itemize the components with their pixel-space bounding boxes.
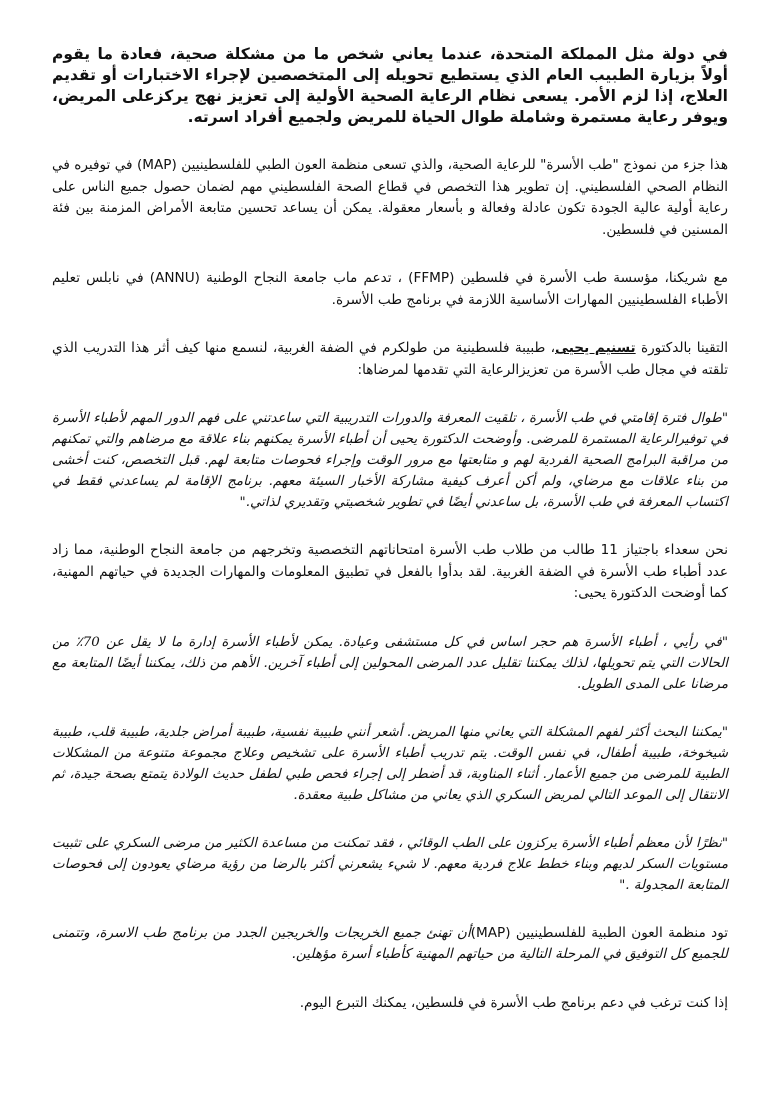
map-family-medicine-paragraph: هذا جزء من نموذج "طب الأسرة" للرعاية الصحية، والذي تسعى منظمة العون الطبي للفلسطينيين (MAP) في توفيره في النظام الصحي الفلسطيني. إن تطوير هذا التخصص في قطاع الصحة الفلسطيني مهم لضمان حصول جميع الناس على رعاية أولية عالية الجودة تكون عادلة وفعالة و بأسعار معقولة. يمكن أن يساعد تحسين متابعة الأمراض المزمنة بين فئة المسنين في فلسطين. (52, 157, 729, 238)
partners-paragraph: مع شريكنا، مؤسسة طب الأسرة في فلسطين (FFMP) ، تدعم ماب جامعة النجاح الوطنية (ANNU) في نابلس تعليم الأطباء الفلسطينيين المهارات الأساسية اللازمة في برنامج طب الأسرة. (52, 270, 728, 308)
quote-many-roles: "يمكننا البحث أكثر لفهم المشكلة التي يعاني منها المريض. أشعر أنني طبيبة نفسية، طبيبة أمراض جلدية، طبيبة قلب، طبيبة شيخوخة، طبيبة أطفال، في نفس الوقت. يتم تدريب أطباء الأسرة على تشخيص وعلاج مجموعة متنوعة من المشكلات الطبية للمرضى من جميع الأعمار. أثناء المناوبة، قد أضطر إلى إجراء فحص طبي لطفل حديث الولادة يتمتع بصحة جيدة، ثم الانتقال إلى الموعد التالي لمريض السكري الذي يعاني من مشاكل طبية معقدة. (52, 724, 728, 803)
quote-residency: "طوال فترة إقامتي في طب الأسرة ، تلقيت المعرفة والدورات التدريبية التي ساعدتني على فهم الدور المهم لأطباء الأسرة في توفيرالرعاية المستمرة للمرضى. وأوضحت الدكتورة يحيى أن أطباء الأسرة يمكنهم بناء علاقة مع مرضاهم والتي تمكنهم من مراقبة البرامج الصحية الفردية لهم و متابعتها مع مرور الوقت وإجراء فحوصات متابعة لهم. قبل التخصص، كنت أخشى من بناء علاقات مع مرضاي، ولم أكن أعرف كيفية مشاركة الأخبار السيئة معهم. برنامج الإقامة لم يساعدني فقط في اكتساب المعرفة في طب الأسرة، بل ساعدني أيضًا في تطوير شخصيتي وتقديري لذاتي." (52, 411, 728, 510)
document-page (52, 44, 728, 1041)
intro-paragraph: في دولة مثل المملكة المتحدة، عندما يعاني شخص ما من مشكلة صحية، فعادة ما يقوم أولاً بزيارة الطبيب العام الذي يستطيع تحويله إلى المتخصصين لإجراء الاختبارات أو تقديم العلاج، إذا لزم الأمر. يسعى نظام الرعاية الصحية الأولية إلى تعزيز نهج يركزعلى المريض، ويوفر رعاية مستمرة وشاملة طوال الحياة للمريض ولجميع أفراد اسرته. (52, 45, 728, 126)
doctor-intro-before: التقينا بالدكتورة (635, 340, 729, 356)
doctor-name: تسنيم يحيى (555, 340, 636, 356)
quote-cornerstone: "في رأيي ، أطباء الأسرة هم حجر اساس في كل مستشفى وعيادة. يمكن لأطباء الأسرة إدارة ما لا يقل عن 70٪ من الحالات التي يتم تحويلها، لذلك يمكننا تقليل عدد المرضى المحولين إلى أطباء آخرين. الأهم من ذلك، يمكننا أيضًا المتابعة مع مرضانا على المدى الطويل. (52, 634, 728, 692)
congratulations-paragraph (52, 923, 728, 966)
donate-paragraph: إذا كنت ترغب في دعم برنامج طب الأسرة في فلسطين، يمكنك التبرع اليوم. (299, 994, 728, 1011)
congratulations-before: تود منظمة العون الطبية للفلسطينيين (MAP) (470, 924, 729, 941)
doctor-intro-after: ، طبيبة فلسطينية من طولكرم في الضفة الغربية، لنسمع منها كيف أثر هذا التدريب الذي تلقته في مجال طب الأسرة من تعزيزالرعاية التي تقدمها لمرضاها: (52, 340, 728, 378)
quote-preventive: "نظرًا لأن معظم أطباء الأسرة يركزون على الطب الوقائي ، فقد تمكنت من مساعدة الكثير من مرضى السكري على تثبيت مستويات السكر لديهم وبناء خطط علاج فردية معهم. لا شيء يشعرني أكثر بالرضا من رؤية مرضاي يعودون إلى فحوصات المتابعة المجدولة ." (52, 835, 728, 893)
graduates-paragraph: نحن سعداء باجتياز 11 طالب من طلاب طب الأسرة امتحاناتهم التخصصية وتخرجهم من جامعة النجاح الوطنية، مما زاد عدد أطباء طب الأسرة في الضفة الغربية. لقد بدأوا بالفعل في تطبيق المعلومات والمهارات الجديدة في حياتهم المهنية، كما أوضحت الدكتورة يحيى: (52, 542, 728, 601)
doctor-intro-paragraph (52, 338, 728, 381)
congratulations-italic: أن تهنئ جميع الخريجات والخريجين الجدد من برنامج طب الاسرة، وتتمنى للجميع كل التوفيق في المرحلة التالية من حياتهم المهنية كأطباء أسرة مؤهلين. (52, 924, 728, 962)
